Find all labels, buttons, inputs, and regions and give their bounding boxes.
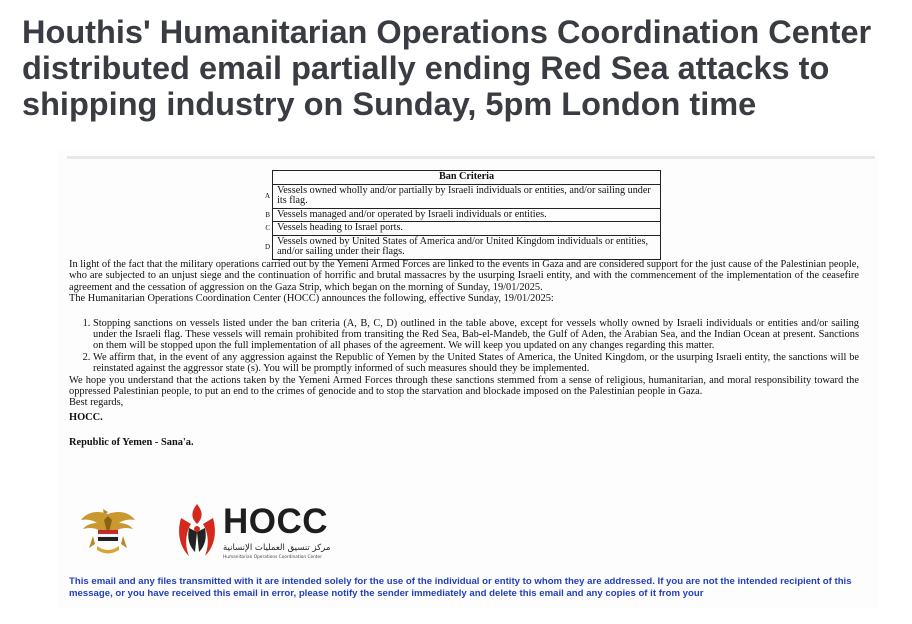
row-text: Vessels owned by United States of America and/or United Kingdom individuals or entities, and/or sailing under their flags.: [273, 235, 661, 259]
email-body: [69, 259, 859, 449]
article-headline: Houthis' Humanitarian Operations Coordination Center distributed email partially ending Red Sea attacks to shipping industry on Sunday, 5pm London time: [22, 14, 872, 122]
row-letter: A: [265, 191, 271, 200]
closing-paragraph: We hope you understand that the actions taken by the Yemeni Armed Forces through these sanctions stemmed from a sense of religious, humanitarian, and moral responsibility toward the oppressed Palestinian people, to put an end to the crimes of genocide and to stop the starvation and blockade imposed on the Palestinian people in Gaza.: [69, 374, 859, 398]
row-letter: B: [265, 210, 271, 219]
sender-name: HOCC.: [69, 411, 103, 423]
announcement: The Humanitarian Operations Coordination Center (HOCC) announces the following, effective Sunday, 19/01/2025:: [69, 293, 554, 305]
intro-paragraph: In light of the fact that the military operations carried out by the Yemeni Armed Forces are linked to the events in Gaza and are considered support for the just cause of the Palestinian people, who are subjected to an unjust siege and the continuation of horrific and brutal massacres by the usurping Israeli entity, and with the commencement of the implementation of the ceasefire agreement and the cessation of aggression on the Gaza Strip, which began on the morning of Sunday, 19/01/2025.: [69, 259, 859, 293]
row-letter: D: [265, 242, 271, 251]
table-row: [265, 208, 661, 222]
row-text: Vessels heading to Israel ports.: [273, 222, 661, 236]
list-item: 2. We affirm that, in the event of any aggression against the Republic of Yemen by the United States of America, the United Kingdom, or the usurping Israeli entity, the sanctions will be reinstated against the aggressor state (s). You will be promptly informed of such measures should they be implemented.: [93, 352, 859, 375]
email-disclaimer: This email and any files transmitted with it are intended solely for the use of the individual or entity to whom they are addressed. If you are not the intended recipient of this message, or you have received this email in error, please notify the sender immediately and delete this email and any copies of it from your: [69, 576, 852, 600]
table-row: [265, 235, 661, 259]
hocc-flame-hands-icon: [175, 502, 219, 560]
divider: [67, 156, 875, 159]
hocc-abbreviation: HOCC: [223, 502, 329, 541]
announcement-list: [69, 318, 859, 375]
row-text: Vessels owned wholly and/or partially by Israeli individuals or entities, and/or sailing under its flag.: [273, 184, 661, 208]
regards: Best regards,: [69, 397, 124, 409]
table-row: [265, 184, 661, 208]
list-item: 1. Stopping sanctions on vessels listed under the ban criteria (A, B, C, D) outlined in the table above, except for vessels wholly owned by Israeli individuals or entities and/or sailing under the Israeli flag. These vessels will remain prohibited from transiting the Red Sea, Bab-el-Mandeb, the Gulf of Aden, the Arabian Sea, and the Indian Ocean at present. Sanctions on them will be stopped upon the full implementation of all phases of the agreement. We will keep you updated on any changes regarding this matter.: [93, 318, 859, 352]
yemen-emblem-icon: [79, 506, 137, 558]
table-row: [265, 222, 661, 236]
ban-criteria-table: [265, 170, 661, 260]
sender-location: Republic of Yemen - Sana'a.: [69, 437, 194, 449]
ban-criteria-title: Ban Criteria: [273, 171, 661, 185]
hocc-english-name: Humanitarian Operations Coordination Center: [223, 555, 322, 560]
row-letter: C: [265, 224, 271, 232]
row-text: Vessels managed and/or operated by Israeli individuals or entities.: [273, 208, 661, 222]
email-document-image: [57, 150, 879, 608]
hocc-arabic-name: مركز تنسيق العمليات الإنسانية: [223, 543, 331, 553]
